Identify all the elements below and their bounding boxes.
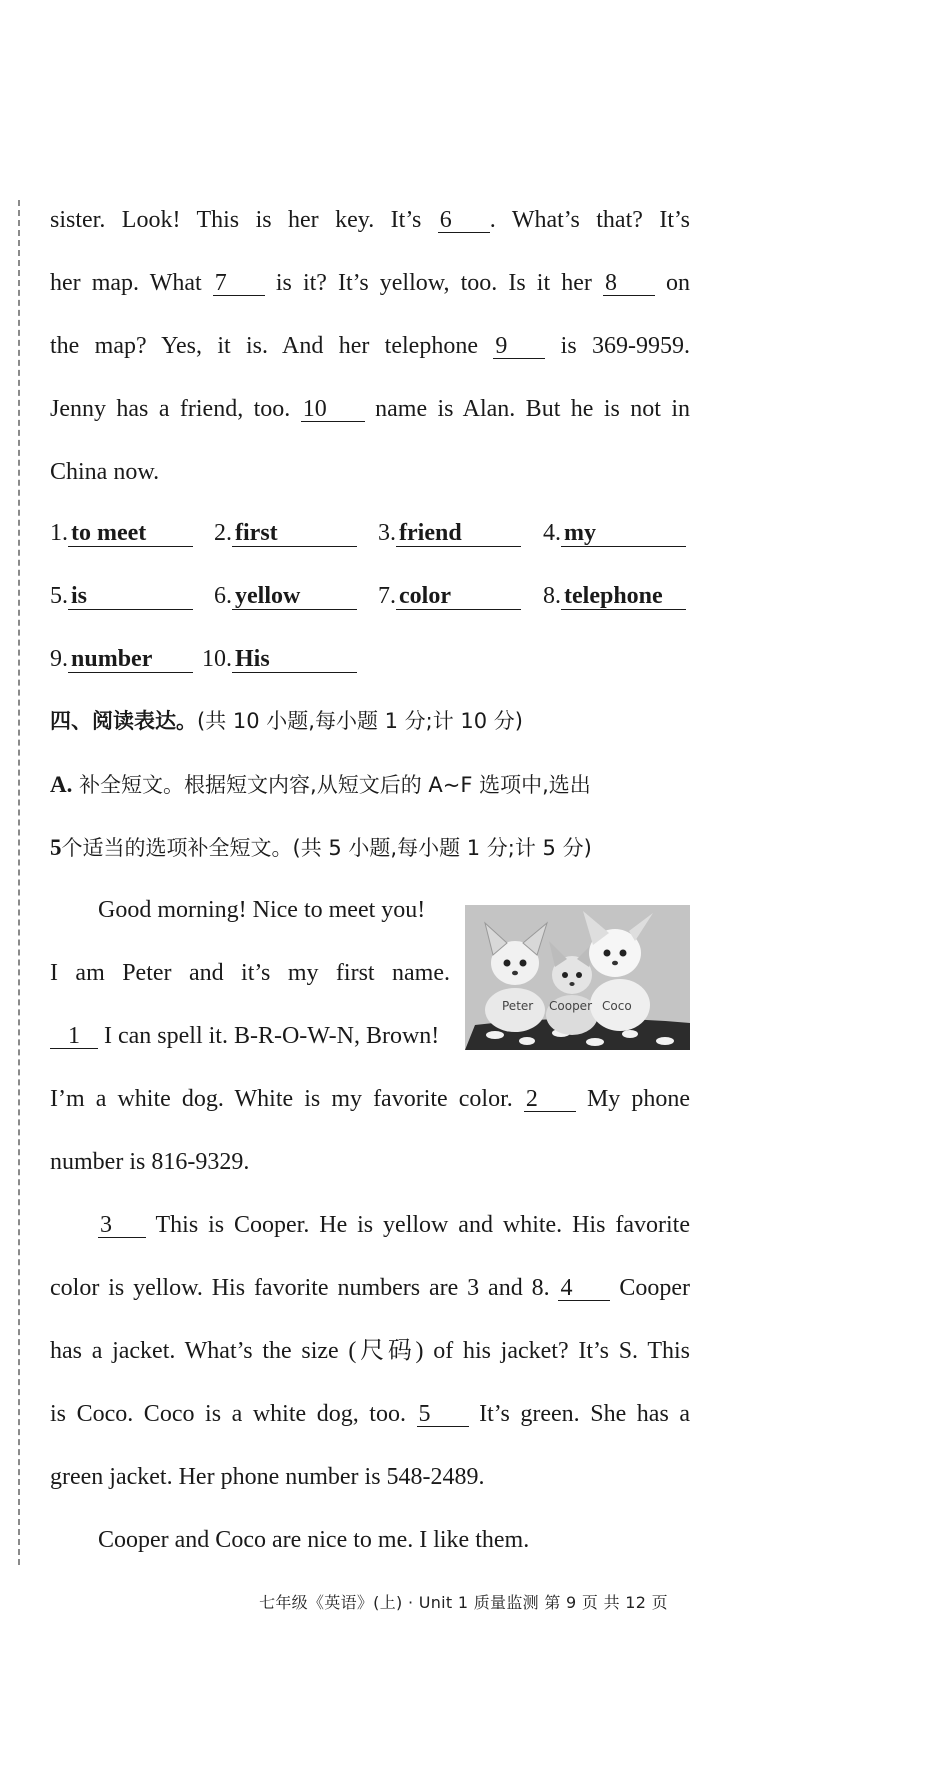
- blank-2: 2: [524, 1087, 576, 1112]
- answer-5: [50, 581, 193, 611]
- photo-label-cooper: Cooper: [549, 999, 592, 1013]
- cut-line: [18, 200, 20, 1565]
- answer-6: [214, 581, 357, 611]
- blank-5: 5: [417, 1402, 469, 1427]
- passage-b-line-11: Cooper and Coco are nice to me. I like them.: [98, 1527, 530, 1553]
- passage-b-line-8: has a jacket. What’s the size (尺码) of his jacket? It’s S. This: [50, 1338, 690, 1364]
- text: My phone: [586, 1086, 691, 1112]
- passage-b-line-7: [50, 1273, 690, 1303]
- text: . What’s that? It’s: [489, 207, 691, 233]
- answer-number: 9.: [50, 646, 68, 672]
- part-label: A.: [50, 772, 73, 797]
- answer-number: 7.: [378, 583, 396, 609]
- page-footer: 七年级《英语》(上) · Unit 1 质量监测 第 9 页 共 12 页: [259, 1593, 668, 1612]
- answer-text: is: [68, 583, 193, 610]
- answer-number: 10.: [202, 646, 232, 672]
- text: It’s green. She has a: [479, 1401, 691, 1427]
- blank-6: 6: [438, 208, 490, 233]
- part-a-instruction-2: [50, 833, 690, 863]
- answer-8: [543, 581, 686, 611]
- text: Cooper: [619, 1275, 691, 1301]
- puppies-photo: [465, 905, 690, 1050]
- answer-number: 4.: [543, 520, 561, 546]
- blank-7: 7: [213, 271, 265, 296]
- blank-1: 1: [50, 1024, 98, 1049]
- answer-number: 6.: [214, 583, 232, 609]
- answer-text: His: [232, 646, 357, 673]
- answer-3: [378, 518, 521, 548]
- passage-b-line-1: Good morning! Nice to meet you!: [98, 897, 426, 923]
- answer-number: 5.: [50, 583, 68, 609]
- passage-b-line-3: [50, 1021, 450, 1051]
- answer-text: number: [68, 646, 193, 673]
- answer-number: 8.: [543, 583, 561, 609]
- text: the map? Yes, it is. And her telephone: [50, 333, 478, 359]
- answer-7: [378, 581, 521, 611]
- blank-8: 8: [603, 271, 655, 296]
- answer-text: to meet: [68, 520, 193, 547]
- answer-row-2: [50, 581, 690, 615]
- answer-4: [543, 518, 686, 548]
- answer-1: [50, 518, 193, 548]
- text: is it? It’s yellow, too. Is it her: [275, 270, 592, 296]
- answer-text: my: [561, 520, 686, 547]
- answer-row-1: [50, 518, 690, 552]
- answer-number: 1.: [50, 520, 68, 546]
- text: I’m a white dog. White is my favorite color.: [50, 1086, 513, 1112]
- answer-number: 2.: [214, 520, 232, 546]
- count: 5: [50, 835, 62, 860]
- passage-b-line-6: [50, 1210, 690, 1240]
- passage-b-line-2: I am Peter and it’s my first name.: [50, 960, 450, 986]
- answer-text: first: [232, 520, 357, 547]
- answer-text: telephone: [561, 583, 686, 610]
- passage-b-line-10: green jacket. Her phone number is 548-2489.: [50, 1464, 485, 1490]
- passage-b-line-4: [50, 1084, 690, 1114]
- text: I can spell it. B-R-O-W-N, Brown!: [104, 1023, 440, 1049]
- section-title: 四、阅读表达。: [50, 709, 197, 733]
- answer-2: [214, 518, 357, 548]
- passage-line-3: [50, 331, 690, 361]
- text: on: [666, 270, 691, 296]
- answer-number: 3.: [378, 520, 396, 546]
- answer-9: [50, 644, 193, 674]
- section-note: (共 10 小题,每小题 1 分;计 10 分): [197, 709, 523, 733]
- blank-9: 9: [493, 334, 545, 359]
- text: Jenny has a friend, too.: [50, 396, 291, 422]
- blank-10: 10: [301, 397, 365, 422]
- photo-label-peter: Peter: [502, 999, 534, 1013]
- text: is Coco. Coco is a white dog, too.: [50, 1401, 406, 1427]
- answer-10: [202, 644, 357, 674]
- passage-line-1: [50, 205, 690, 235]
- passage-line-5: China now.: [50, 459, 160, 485]
- passage-line-2: [50, 268, 690, 298]
- answer-text: color: [396, 583, 521, 610]
- passage-b-line-9: [50, 1399, 690, 1429]
- instruction-text: 补全短文。根据短文内容,从短文后的 A~F 选项中,选出: [79, 773, 591, 797]
- text: is 369-9959.: [560, 333, 691, 359]
- text: sister. Look! This is her key. It’s: [50, 207, 422, 233]
- answer-text: friend: [396, 520, 521, 547]
- answer-text: yellow: [232, 583, 357, 610]
- text: her map. What: [50, 270, 202, 296]
- blank-3: 3: [98, 1213, 146, 1238]
- photo-label-coco: Coco: [602, 999, 632, 1013]
- puppies-illustration: [465, 905, 690, 1050]
- blank-4: 4: [558, 1276, 610, 1301]
- section-4-heading: [50, 706, 690, 736]
- answer-row-3: [50, 644, 690, 678]
- passage-line-4: [50, 394, 690, 424]
- text: name is Alan. But he is not in: [375, 396, 691, 422]
- text: This is Cooper. He is yellow and white. His favorite: [155, 1212, 690, 1238]
- passage-b-line-5: number is 816-9329.: [50, 1149, 250, 1175]
- instruction-text: 个适当的选项补全短文。(共 5 小题,每小题 1 分;计 5 分): [61, 836, 592, 860]
- part-a-instruction-1: [50, 770, 690, 800]
- text: color is yellow. His favorite numbers are 3 and 8.: [50, 1275, 550, 1301]
